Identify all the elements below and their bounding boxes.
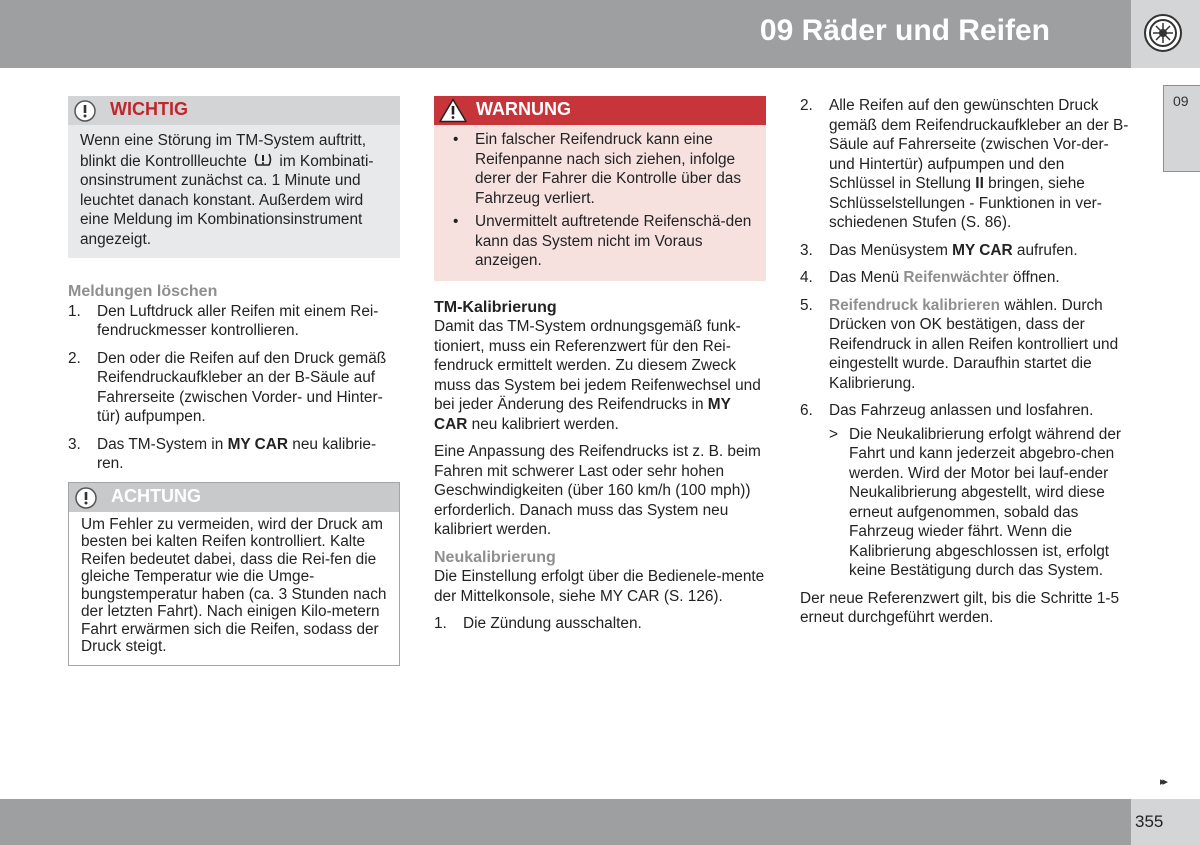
- step-text: bringen, siehe Schlüsselstellungen - Funktionen in ver-schiedenen Stufen (S. 86).: [829, 175, 1102, 231]
- result-item: [829, 425, 1130, 581]
- warnung-body: [434, 125, 766, 281]
- bullet-text: Unvermittelt auftretende Reifenschä-den kann das System nicht im Voraus anzeigen.: [475, 213, 752, 269]
- step-text: wählen. Durch Drücken von OK bestätigen, dass der Reifendruck in allen Reifen kontrolliert und eingestellt wurde. Daraufhin startet die Kalibrierung.: [829, 296, 1119, 392]
- achtung-header: [69, 483, 399, 512]
- warnung-box: [434, 96, 766, 281]
- page-header: [0, 0, 1131, 68]
- step-text: Den oder die Reifen auf den Druck gemäß Reifendruckaufkleber an der B-Säule auf Fahrerseite (zwischen Vorder- und Hinter-tür) aufpumpen.: [97, 349, 387, 425]
- warnung-label: WARNUNG: [476, 99, 571, 119]
- page-number-box: [1131, 799, 1200, 845]
- step-bold-text: MY CAR: [227, 435, 288, 453]
- step-number: 3.: [68, 435, 81, 453]
- warning-triangle-icon: [439, 98, 467, 123]
- tm-text: neu kalibriert werden.: [467, 415, 619, 433]
- step-number: 1.: [68, 302, 81, 320]
- achtung-label: ACHTUNG: [111, 485, 201, 506]
- tm-text: Damit das TM-System ordnungsgemäß funk-tioniert, muss ein Referenzwert für den Rei-fendruck ermittelt werden. Zu diesem Zweck muss das System bei jedem Reifenwechsel und bei jeder Änderung des Reifendrucks in: [434, 318, 761, 413]
- list-item: [444, 130, 756, 208]
- list-item: [800, 401, 1130, 421]
- page-number: 355: [1135, 812, 1164, 831]
- neukalibrierung-paragraph: Die Einstellung erfolgt über die Bedienele-mente der Mittelkonsole, siehe MY CAR (S. 126).: [434, 568, 765, 605]
- result-marker: >: [829, 425, 838, 443]
- menu-name-text: Reifenwächter: [903, 269, 1009, 286]
- exclamation-circle-icon: [74, 486, 98, 510]
- result-text: Die Neukalibrierung erfolgt während der Fahrt und kann jederzeit abgebro-chen werden. Wird der Motor bei lauf-ender Neukalibrierung abgestellt, wird diese erneut aufgenommen, sobald das Fahrzeug wieder fährt. Wenn die Kalibrierung abgeschlossen ist, erfolgt keine Bestätigung durch das System.: [849, 425, 1122, 579]
- column-right: [800, 96, 1130, 628]
- step-text: Das Menüsystem: [829, 241, 953, 259]
- anpassung-paragraph: Eine Anpassung des Reifendrucks ist z. B. beim Fahren mit schwerer Last oder sehr hohen Geschwindigkeiten (über 160 km/h (100 mph)) erforderlich. Danach muss das System neu kalibriert werden.: [434, 443, 761, 538]
- list-item: [434, 614, 766, 634]
- step-number: 1.: [434, 615, 447, 632]
- achtung-body: Um Fehler zu vermeiden, wird der Druck am besten bei kalten Reifen kontrolliert. Kalte Reifen bedeutet dabei, dass die Rei-fen die gleiche Temperatur wie die Umge-bungstemperatur haben (ca. 3 Stunden nach der letzten Fahrt). Nach einigen Kilo-metern Fahrt erwärmen sich die Reifen, sodass der Druck steigt.: [69, 512, 399, 665]
- step-text: Das Fahrzeug anlassen und losfahren.: [829, 402, 1094, 419]
- exclamation-circle-icon: [73, 99, 97, 123]
- wichtig-label: WICHTIG: [110, 99, 188, 119]
- list-item: [800, 268, 1130, 288]
- neukalibrierung-heading: Neukalibrierung: [434, 548, 556, 566]
- step-number: 3.: [800, 241, 813, 259]
- wichtig-body: [68, 125, 400, 258]
- wichtig-text-b: im Kombinati-onsinstrument zunächst ca. 1 Minute und leuchtet danach konstant. Außerdem wird eine Meldung im Kombinationsinstrument angezeigt.: [80, 152, 374, 248]
- step-text: Den Luftdruck aller Reifen mit einem Rei-fendruckmesser kontrollieren.: [97, 302, 379, 339]
- menu-name-text: Reifendruck kalibrieren: [829, 296, 1001, 314]
- tm-bold-text: MY CAR: [434, 396, 731, 433]
- step-text: Das TM-System in: [97, 435, 228, 453]
- chapter-tab[interactable]: [1163, 85, 1200, 172]
- list-item: [68, 435, 400, 474]
- column-left: [68, 96, 400, 666]
- page-footer: [0, 799, 1131, 845]
- warnung-header: [434, 96, 766, 125]
- step-text: neu kalibrie-ren.: [97, 435, 377, 472]
- step-number: 5.: [800, 296, 813, 314]
- double-arrow-right-icon: ▸▸: [1160, 776, 1166, 788]
- meldungen-heading: Meldungen löschen: [68, 283, 218, 300]
- step-number: 2.: [800, 97, 813, 114]
- wichtig-header: [68, 96, 400, 125]
- step-text: Alle Reifen auf den gewünschten Druck gemäß dem Reifendruckaufkleber an der B-Säule auf Fahrerseite (zwischen Vor-der- und Hintertür) aufpumpen und den Schlüssel in Stellung: [829, 97, 1129, 192]
- closing-paragraph: Der neue Referenzwert gilt, bis die Schritte 1-5 erneut durchgeführt werden.: [800, 589, 1120, 626]
- step-number: 2.: [68, 349, 81, 367]
- tm-heading: TM-Kalibrierung: [434, 298, 557, 316]
- chapter-tab-label: 09: [1173, 93, 1189, 109]
- achtung-box: [68, 482, 400, 666]
- header-icon-box: [1131, 0, 1200, 68]
- list-item: [800, 96, 1130, 233]
- step-number: 4.: [800, 269, 813, 286]
- step-bold-text: MY CAR: [952, 241, 1013, 259]
- step-text: aufrufen.: [1012, 241, 1078, 259]
- step-text: Die Zündung ausschalten.: [463, 615, 642, 632]
- wichtig-text-a: Wenn eine Störung im TM-System auftritt, blinkt die Kontrollleuchte: [80, 132, 366, 170]
- step-text: öffnen.: [1008, 269, 1060, 286]
- step-text: Das Menü: [829, 269, 904, 286]
- tire-icon: [1143, 13, 1183, 53]
- column-middle: [434, 96, 766, 634]
- list-item: [800, 241, 1130, 261]
- list-item: [444, 212, 756, 271]
- list-item: [68, 302, 400, 341]
- tm-paragraph: [434, 317, 766, 434]
- tire-pressure-warning-icon: [253, 151, 273, 168]
- page-title: 09 Räder und Reifen: [759, 14, 1050, 47]
- list-item: [68, 349, 400, 427]
- list-item: [800, 296, 1130, 394]
- step-number: 6.: [800, 402, 813, 419]
- bullet-icon: •: [453, 131, 459, 148]
- bullet-icon: •: [453, 213, 459, 230]
- bullet-text: Ein falscher Reifendruck kann eine Reifenpanne nach sich ziehen, infolge derer der Fahrer die Kontrolle über das Fahrzeug verliert.: [475, 131, 742, 207]
- step-bold-text: II: [975, 175, 984, 192]
- wichtig-box: [68, 96, 400, 258]
